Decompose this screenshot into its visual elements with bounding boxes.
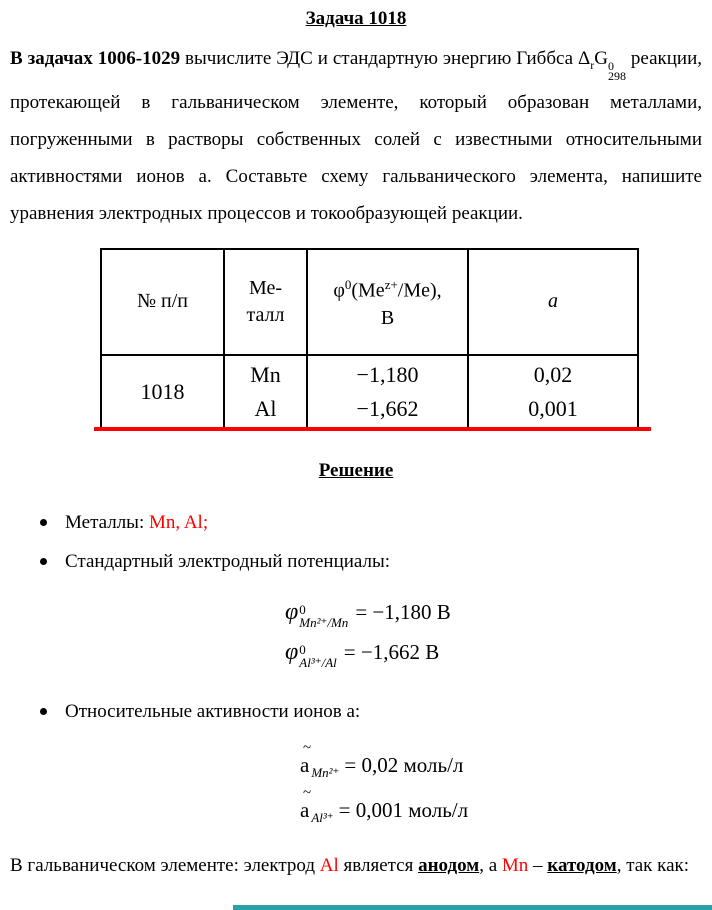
phi-symbol: φ xyxy=(285,639,299,666)
potential-formulas xyxy=(285,593,712,673)
potential-2: −1,662 xyxy=(356,395,419,421)
metal-1: Mn xyxy=(250,361,281,387)
cell-activities xyxy=(468,355,638,428)
footer-paragraph xyxy=(10,847,702,884)
gibbs-sup-sub-stack xyxy=(608,61,626,81)
potential-1: −1,180 xyxy=(356,361,419,387)
footer-text-1: В гальваническом элементе: электрод xyxy=(10,854,320,876)
a-mn-sub: Mn²⁺ xyxy=(311,765,340,781)
conditions-table xyxy=(100,248,639,428)
a-al-sub: Al³⁺ xyxy=(311,810,334,826)
phi-al-value: = −1,662 В xyxy=(343,640,440,665)
bullet-metals-text xyxy=(65,512,208,534)
cathode-metal-red: Mn xyxy=(501,854,529,876)
a-tilde-symbol xyxy=(300,739,312,778)
cell-metals xyxy=(224,355,307,428)
a-al-value: = 0,001 моль/л xyxy=(338,797,469,822)
phi-mn-supsub xyxy=(299,603,348,629)
activity-2: 0,001 xyxy=(528,395,578,421)
footer-text-4: – xyxy=(528,854,548,876)
footer-text-5: , так как: xyxy=(616,854,690,876)
cathode-word: катодом xyxy=(547,854,617,876)
phi-al-sup: 0 xyxy=(299,641,306,657)
footer-text-2: является xyxy=(338,854,419,876)
a-base: a xyxy=(300,797,310,822)
bullet-activities-text: Относительные активности ионов а: xyxy=(65,700,361,722)
bullet-potentials xyxy=(40,551,712,573)
bullet-metals xyxy=(40,512,712,534)
metals-value-red: Mn, Al; xyxy=(148,511,209,533)
solution-heading: Решение xyxy=(318,459,394,481)
phi-mn-sup: 0 xyxy=(299,601,306,617)
tilde-mark: ~ xyxy=(303,739,312,756)
header-metal-line1: Ме- xyxy=(248,276,283,299)
metals-label: Металлы: xyxy=(65,511,149,533)
gibbs-sub-r: r xyxy=(590,57,595,72)
cell-potentials xyxy=(307,355,468,428)
gibbs-sub-298: 298 xyxy=(607,69,626,83)
metal-2: Al xyxy=(254,395,277,421)
tilde-mark: ~ xyxy=(303,784,312,801)
bullet-dot xyxy=(40,519,47,526)
a-base: a xyxy=(300,752,310,777)
gibbs-sup-0: 0 xyxy=(607,59,614,73)
table-header-row xyxy=(101,249,638,355)
anode-metal-red: Al xyxy=(319,854,339,876)
header-potential xyxy=(307,249,468,355)
phi-sup-0: 0 xyxy=(344,277,352,293)
a-mn-value: = 0,02 моль/л xyxy=(344,752,464,777)
phi-symbol: φ xyxy=(333,280,345,303)
conditions-table-wrap xyxy=(100,248,645,428)
bullet-activities xyxy=(40,701,712,723)
intro-text-1: вычислите ЭДС и стандартную энергию Гиббса xyxy=(180,48,579,69)
phi-al-sub: Al³⁺/Al xyxy=(299,654,337,670)
gibbs-energy-term xyxy=(578,48,626,83)
header-metal-line2: талл xyxy=(246,303,285,326)
header-activity: a xyxy=(468,249,638,355)
footer-text-3: , а xyxy=(479,854,502,876)
intro-bold-range: В задачах 1006-1029 xyxy=(10,48,181,69)
header-num: № п/п xyxy=(101,249,224,355)
activity-formulas xyxy=(300,739,712,833)
phi-sup-z: z+ xyxy=(384,277,398,293)
intro-text-2: реакции, протекающей в гальваническом элементе, который образован металлами, погруженными в растворы собственных солей с известными относительными активностями ионов а. Составьте схему гальванического элемента, напишите уравнения электродных процессов и токообразующей реакции. xyxy=(10,48,702,224)
table-data-row xyxy=(101,355,638,428)
phi-post: /Me), xyxy=(397,280,442,303)
page-title: Задача 1018 xyxy=(305,8,407,29)
phi-symbol: φ xyxy=(285,599,299,626)
anode-word: анодом xyxy=(418,854,480,876)
formula-phi-al xyxy=(285,633,712,673)
red-underline xyxy=(94,427,651,431)
phi-al-supsub xyxy=(299,643,336,669)
a-tilde-symbol xyxy=(300,784,312,823)
bullet-dot xyxy=(40,558,47,565)
bullet-dot xyxy=(40,708,47,715)
intro-paragraph xyxy=(10,40,702,232)
header-metal xyxy=(224,249,307,355)
bottom-progress-bar[interactable] xyxy=(233,905,712,910)
phi-mn-sub: Mn²⁺/Mn xyxy=(299,614,349,630)
formula-phi-mn xyxy=(285,593,712,633)
phi-pre: (Me xyxy=(351,280,385,303)
bullet-potentials-text: Стандартный электродный потенциалы: xyxy=(65,550,391,572)
gibbs-delta: Δ xyxy=(578,48,591,69)
formula-a-mn xyxy=(300,739,712,788)
phi-unit: В xyxy=(380,307,395,330)
activity-1: 0,02 xyxy=(533,361,573,387)
cell-problem-number: 1018 xyxy=(101,355,224,428)
phi-mn-value: = −1,180 В xyxy=(355,600,451,625)
gibbs-g: G xyxy=(594,48,608,69)
formula-a-al xyxy=(300,784,712,833)
